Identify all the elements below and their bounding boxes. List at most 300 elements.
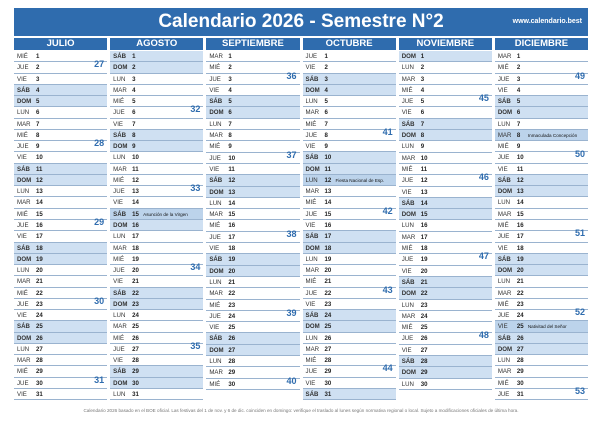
week-number: 51: [575, 228, 586, 239]
weekday-label: MAR: [497, 210, 512, 218]
day-number: 22: [420, 290, 428, 298]
day-row: [206, 288, 299, 299]
day-row: [303, 220, 396, 231]
day-row: [14, 85, 107, 96]
weekday-label: MAR: [113, 244, 127, 252]
day-row: [303, 299, 396, 310]
day-number: 19: [324, 255, 332, 263]
month-title: AGOSTO: [110, 38, 203, 50]
weekday-label: MIÉ: [209, 380, 221, 388]
day-row: [14, 254, 107, 265]
day-number: 25: [516, 323, 524, 331]
weekday-label: SÁB: [305, 233, 319, 241]
day-row: [399, 220, 492, 231]
day-number: 26: [132, 334, 139, 342]
day-number: 30: [516, 379, 524, 387]
page-title: Calendario 2026 - Semestre N°2: [158, 11, 444, 32]
day-number: 28: [132, 357, 139, 365]
weekday-label: DOM: [401, 369, 416, 377]
day-row: [399, 251, 492, 265]
day-row: [14, 321, 107, 332]
day-number: 13: [516, 188, 524, 196]
day-row: [303, 333, 396, 344]
weekday-label: SÁB: [113, 53, 127, 60]
day-number: 11: [420, 165, 428, 173]
weekday-label: MAR: [113, 86, 127, 94]
day-row: [495, 276, 588, 287]
weekday-label: MAR: [305, 345, 320, 353]
weekday-label: SÁB: [113, 289, 127, 297]
day-number: 11: [228, 165, 235, 173]
day-number: 10: [36, 154, 43, 162]
day-number: 23: [324, 300, 332, 308]
day-number: 1: [324, 53, 328, 60]
weekday-label: MAR: [209, 369, 223, 377]
day-row: [399, 356, 492, 367]
day-number: 16: [228, 222, 236, 230]
day-number: 26: [228, 335, 236, 343]
weekday-label: MIÉ: [305, 278, 317, 286]
weekday-label: JUE: [113, 267, 125, 275]
weekday-label: VIE: [209, 245, 220, 253]
day-number: 21: [516, 278, 524, 286]
day-number: 24: [516, 312, 524, 320]
day-number: 17: [420, 233, 428, 241]
day-row: [495, 119, 588, 130]
weekday-label: SÁB: [17, 323, 30, 331]
weekday-label: VIE: [17, 75, 27, 83]
day-row: [14, 276, 107, 287]
weekday-label: JUE: [113, 109, 125, 117]
day-row: [14, 231, 107, 242]
day-number: 12: [132, 176, 139, 184]
day-number: 12: [324, 176, 332, 184]
day-number: 4: [228, 86, 232, 94]
weekday-label: LUN: [497, 357, 511, 365]
day-row: [110, 130, 203, 141]
weekday-label: SÁB: [305, 154, 319, 162]
day-row: [206, 266, 299, 277]
day-number: 26: [420, 335, 428, 343]
day-row: [206, 345, 299, 356]
weekday-label: VIE: [497, 244, 508, 252]
week-number: 49: [575, 70, 586, 81]
day-number: 14: [36, 199, 43, 207]
week-number: 46: [478, 172, 489, 183]
weekday-label: MIÉ: [305, 120, 317, 128]
weekday-label: VIE: [17, 390, 27, 398]
day-number: 15: [420, 211, 428, 219]
weekday-label: DOM: [305, 323, 320, 331]
weekday-label: MAR: [497, 368, 512, 376]
day-number: 23: [420, 301, 428, 309]
day-number: 16: [36, 221, 43, 229]
weekday-label: LUN: [113, 312, 126, 320]
weekday-label: MAR: [209, 211, 223, 219]
day-number: 25: [420, 324, 428, 332]
weekday-label: JUE: [17, 143, 29, 151]
weekday-label: DOM: [113, 221, 128, 229]
weekday-label: MAR: [17, 278, 31, 286]
day-row: [14, 186, 107, 197]
weekday-label: JUE: [401, 256, 414, 264]
day-number: 7: [324, 120, 328, 128]
weekday-label: VIE: [305, 143, 316, 151]
weekday-label: DOM: [305, 244, 320, 252]
weekday-label: JUE: [113, 345, 125, 353]
day-row: [399, 288, 492, 299]
day-number: 13: [228, 188, 236, 196]
weekday-label: JUE: [305, 53, 318, 60]
weekday-label: MAR: [209, 290, 223, 298]
weekday-label: JUE: [209, 233, 221, 241]
weekday-label: JUE: [209, 154, 221, 162]
day-row: [206, 322, 299, 333]
day-row: [495, 51, 588, 62]
holiday-label: Asunción de la Virgen: [143, 211, 188, 217]
day-row: [495, 107, 588, 118]
day-number: 1: [228, 53, 232, 60]
day-number: 6: [228, 109, 232, 117]
week-number: 44: [382, 363, 393, 374]
weekday-label: LUN: [305, 176, 318, 184]
day-number: 13: [420, 188, 428, 196]
day-number: 4: [516, 86, 521, 94]
weekday-label: LUN: [209, 358, 222, 366]
day-number: 24: [36, 312, 43, 320]
day-row: [495, 186, 588, 197]
weekday-label: JUE: [401, 335, 414, 343]
weekday-label: VIE: [113, 357, 123, 365]
weekday-label: MAR: [17, 199, 31, 207]
day-number: 1: [132, 53, 136, 60]
weekday-label: DOM: [113, 143, 128, 151]
weekday-label: DOM: [401, 53, 416, 60]
weekday-label: MAR: [113, 323, 127, 331]
day-number: 3: [324, 75, 328, 83]
weekday-label: MIÉ: [113, 334, 125, 342]
day-number: 5: [516, 98, 521, 106]
day-number: 25: [132, 323, 139, 331]
day-number: 26: [36, 334, 43, 342]
day-number: 4: [324, 86, 328, 94]
day-number: 28: [324, 357, 332, 365]
weekday-label: JUE: [497, 390, 510, 398]
weekday-label: DOM: [17, 176, 32, 184]
day-row: [303, 344, 396, 355]
day-row: [14, 374, 107, 389]
day-row: [206, 119, 299, 130]
weekday-label: MIÉ: [17, 289, 28, 297]
day-number: 27: [420, 346, 428, 354]
day-row: [206, 164, 299, 175]
day-number: 10: [324, 154, 332, 162]
day-number: 28: [36, 357, 43, 365]
day-row: [303, 389, 396, 400]
week-number: 42: [382, 205, 393, 216]
day-number: 20: [420, 267, 428, 275]
day-number: 8: [420, 132, 425, 140]
weekday-label: SÁB: [497, 176, 511, 184]
weekday-label: JUE: [17, 221, 29, 229]
week-number: 31: [94, 374, 105, 385]
day-number: 6: [36, 109, 40, 117]
day-row: [206, 209, 299, 220]
day-number: 12: [228, 177, 236, 185]
day-row: [110, 299, 203, 310]
day-number: 6: [516, 109, 521, 117]
day-row: [110, 164, 203, 175]
weekday-label: MAR: [305, 267, 320, 275]
day-row: [110, 152, 203, 163]
day-number: 2: [420, 64, 425, 72]
weekday-label: DOM: [209, 267, 224, 275]
day-number: 30: [228, 380, 236, 388]
day-row: [110, 262, 203, 276]
day-number: 16: [132, 221, 139, 229]
weekday-label: DOM: [17, 98, 32, 106]
day-row: [110, 62, 203, 73]
day-number: 10: [516, 154, 524, 162]
day-row: [110, 51, 203, 62]
day-number: 15: [324, 210, 332, 218]
day-number: 21: [36, 278, 43, 286]
day-row: [399, 119, 492, 130]
day-number: 23: [228, 301, 236, 309]
day-number: 9: [228, 143, 232, 151]
weekday-label: LUN: [401, 222, 414, 230]
weekday-label: SÁB: [401, 199, 415, 207]
day-row: [399, 153, 492, 164]
day-row: [206, 51, 299, 62]
day-number: 24: [420, 312, 428, 320]
week-number: 35: [190, 340, 201, 351]
weekday-label: MIÉ: [497, 379, 509, 387]
day-number: 18: [324, 244, 332, 252]
day-number: 9: [36, 143, 40, 151]
day-row: [110, 220, 203, 231]
weekday-label: VIE: [305, 221, 316, 229]
day-number: 15: [132, 210, 139, 218]
month-column-julio: [14, 38, 107, 400]
day-row: [206, 149, 299, 164]
week-number: 45: [478, 93, 489, 104]
day-row: [399, 367, 492, 378]
weekday-label: VIE: [497, 323, 508, 331]
weekday-label: JUE: [497, 154, 510, 162]
day-number: 9: [132, 143, 136, 151]
day-row: [495, 344, 588, 355]
day-number: 30: [132, 379, 139, 387]
day-number: 14: [516, 199, 524, 207]
weekday-label: LUN: [401, 301, 414, 309]
day-number: 22: [324, 289, 332, 297]
day-row: [110, 141, 203, 152]
day-row: [495, 96, 588, 107]
day-number: 29: [132, 368, 139, 376]
day-row: [14, 333, 107, 344]
day-row: [14, 310, 107, 321]
day-number: 3: [132, 75, 136, 83]
day-number: 14: [132, 199, 139, 207]
month-column-septiembre: [206, 38, 299, 400]
weekday-label: LUN: [17, 345, 30, 353]
week-number: 37: [286, 149, 297, 160]
day-row: [206, 85, 299, 96]
weekday-label: SÁB: [17, 86, 30, 94]
day-number: 16: [324, 221, 332, 229]
week-number: 36: [286, 70, 297, 81]
day-row: [206, 228, 299, 243]
day-row: [399, 198, 492, 209]
day-row: [206, 243, 299, 254]
day-row: [303, 284, 396, 299]
weekday-label: MAR: [401, 233, 416, 241]
day-row: [14, 355, 107, 366]
weekday-label: MIÉ: [497, 143, 509, 151]
weekday-label: MAR: [497, 131, 512, 139]
weekday-label: LUN: [113, 75, 126, 83]
day-number: 7: [36, 120, 40, 128]
month-title: NOVIEMBRE: [399, 38, 492, 50]
weekday-label: MIÉ: [305, 357, 317, 365]
weekday-label: MIÉ: [17, 368, 28, 376]
day-number: 27: [132, 345, 139, 353]
day-number: 25: [36, 323, 43, 331]
calendar-grid: [14, 38, 588, 400]
day-row: [495, 175, 588, 186]
weekday-label: VIE: [17, 233, 27, 241]
day-row: [14, 295, 107, 310]
weekday-label: VIE: [113, 199, 123, 207]
weekday-label: SÁB: [113, 131, 127, 139]
day-number: 3: [516, 75, 521, 83]
week-number: 47: [478, 251, 489, 262]
day-row: [303, 243, 396, 254]
weekday-label: DOM: [401, 132, 416, 140]
day-row: [495, 307, 588, 321]
weekday-label: MAR: [305, 109, 320, 117]
day-number: 21: [132, 278, 139, 286]
day-number: 19: [516, 255, 524, 263]
day-number: 4: [420, 86, 425, 94]
weekday-label: DOM: [209, 346, 224, 354]
weekday-label: DOM: [305, 165, 320, 173]
weekday-label: SÁB: [17, 244, 30, 252]
weekday-label: SÁB: [401, 278, 415, 286]
day-number: 23: [36, 300, 43, 308]
week-number: 39: [286, 307, 297, 318]
day-row: [399, 379, 492, 390]
day-number: 13: [324, 188, 332, 196]
month-column-agosto: [110, 38, 203, 400]
day-number: 20: [36, 267, 43, 275]
day-row: [110, 243, 203, 254]
weekday-label: DOM: [305, 86, 320, 94]
day-row: [303, 310, 396, 321]
weekday-label: DOM: [497, 109, 513, 117]
day-row: [206, 96, 299, 107]
day-number: 21: [420, 278, 428, 286]
day-number: 22: [228, 290, 236, 298]
day-number: 14: [324, 199, 332, 207]
day-number: 18: [516, 244, 524, 252]
day-row: [14, 152, 107, 163]
day-row: [303, 186, 396, 197]
day-row: [303, 378, 396, 389]
day-number: 8: [132, 131, 136, 139]
day-number: 5: [36, 98, 40, 106]
day-number: 30: [36, 379, 43, 387]
day-number: 7: [132, 120, 136, 128]
day-row: [14, 197, 107, 208]
day-row: [110, 366, 203, 377]
day-number: 25: [324, 323, 332, 331]
weekday-label: MIÉ: [209, 64, 221, 72]
day-number: 17: [324, 233, 332, 241]
weekday-label: LUN: [17, 188, 30, 196]
weekday-label: SÁB: [209, 98, 223, 106]
week-number: 52: [575, 307, 586, 318]
weekday-label: LUN: [113, 154, 126, 162]
day-row: [303, 96, 396, 107]
day-row: [303, 265, 396, 276]
weekday-label: VIE: [305, 379, 316, 387]
day-row: [206, 307, 299, 322]
weekday-label: DOM: [497, 267, 513, 275]
weekday-label: JUE: [209, 75, 221, 83]
weekday-label: SÁB: [209, 177, 223, 185]
weekday-label: VIE: [497, 86, 508, 94]
weekday-label: MIÉ: [497, 300, 509, 308]
day-row: [303, 363, 396, 377]
weekday-label: DOM: [209, 109, 224, 117]
day-row: [14, 243, 107, 254]
weekday-label: MAR: [401, 312, 416, 320]
weekday-label: MIÉ: [209, 222, 221, 230]
day-row: [110, 310, 203, 321]
day-number: 29: [36, 368, 43, 376]
site-url[interactable]: www.calendario.best: [512, 18, 582, 25]
day-number: 5: [132, 98, 136, 106]
day-row: [495, 70, 588, 85]
weekday-label: LUN: [209, 120, 222, 128]
day-number: 9: [516, 143, 521, 151]
day-row: [14, 59, 107, 73]
day-number: 22: [36, 289, 43, 297]
day-row: [303, 254, 396, 265]
day-number: 17: [36, 233, 43, 241]
day-number: 15: [228, 211, 236, 219]
day-row: [14, 265, 107, 276]
weekday-label: MIÉ: [401, 324, 413, 332]
weekday-label: SÁB: [17, 165, 30, 173]
day-number: 16: [516, 221, 524, 229]
day-row: [495, 209, 588, 220]
day-number: 27: [36, 345, 43, 353]
day-row: [206, 356, 299, 367]
day-number: 17: [228, 233, 236, 241]
weekday-label: JUE: [497, 233, 510, 241]
day-number: 13: [132, 188, 139, 196]
weekday-label: LUN: [17, 267, 30, 275]
day-number: 30: [324, 379, 332, 387]
day-number: 30: [420, 380, 428, 388]
day-row: [14, 138, 107, 152]
week-number: 32: [190, 104, 201, 115]
day-number: 8: [516, 131, 521, 139]
day-row: [110, 197, 203, 208]
